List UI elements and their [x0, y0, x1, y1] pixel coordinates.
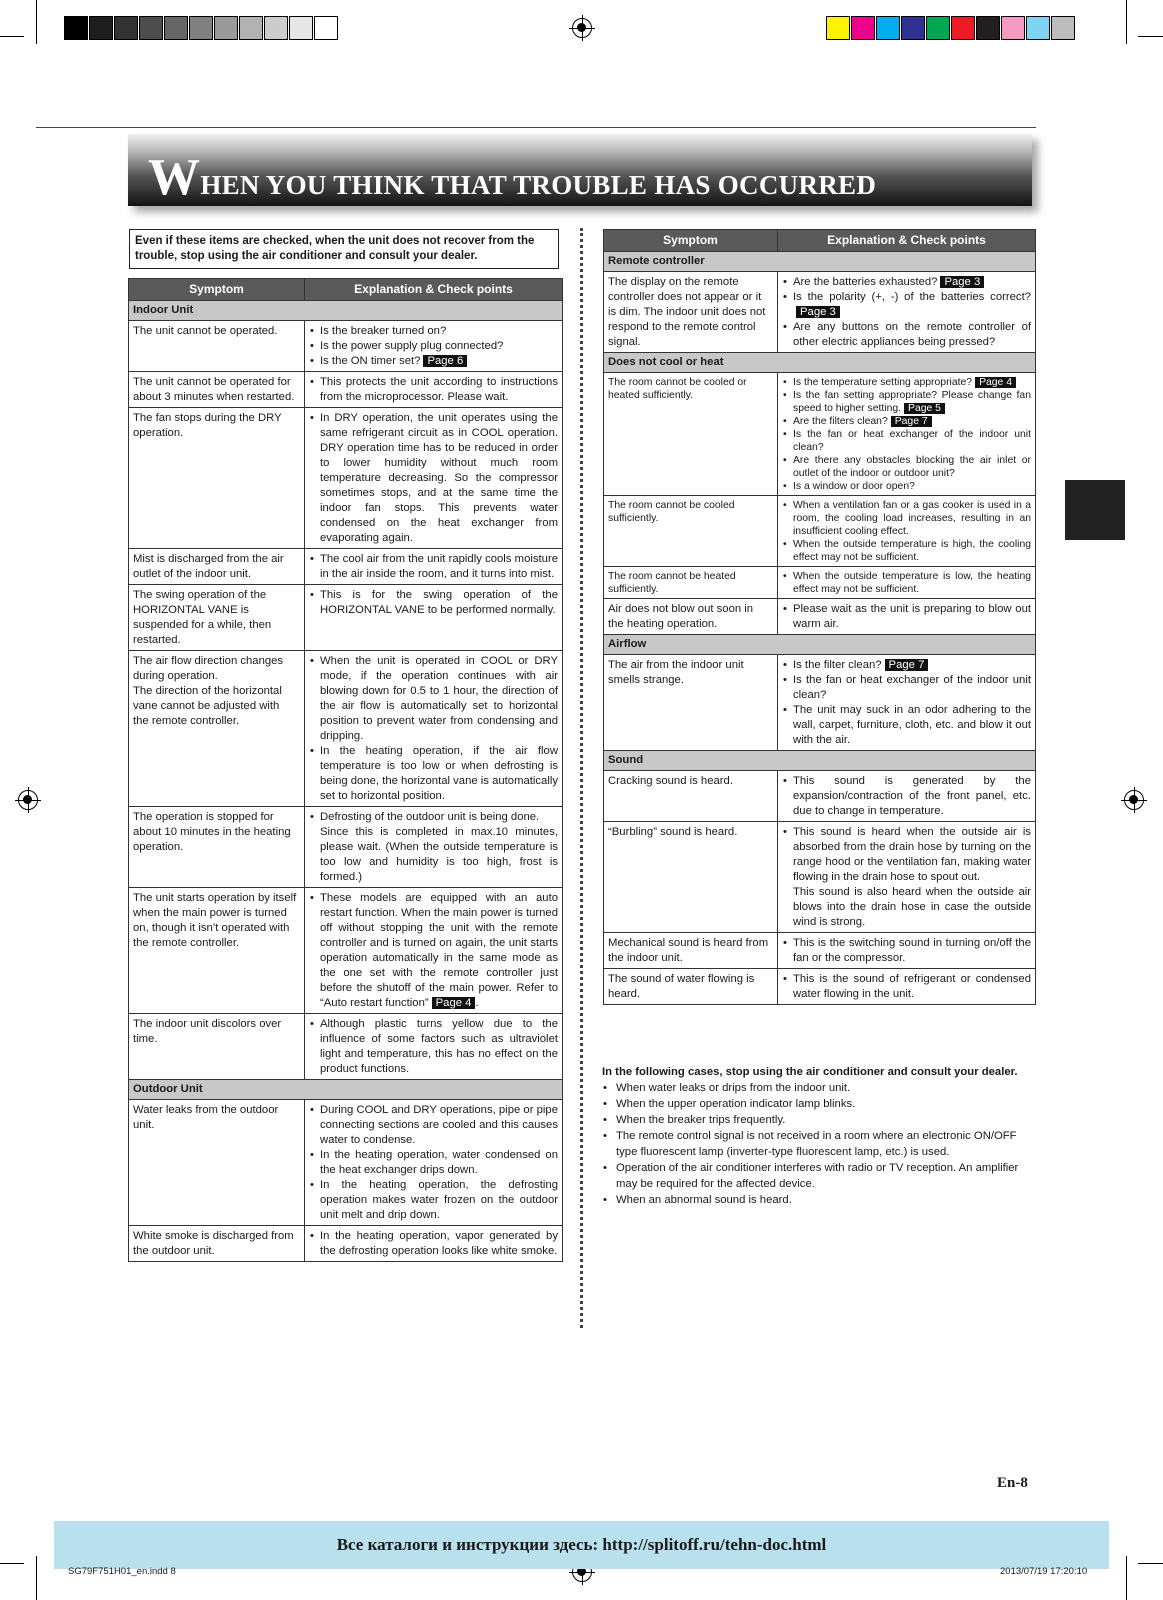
check-point-text: Is the breaker turned on?	[320, 325, 447, 337]
explanation-cell	[305, 549, 563, 585]
check-point	[309, 1148, 558, 1178]
gray-swatch	[264, 16, 288, 40]
symptom-cell: The room cannot be cooled or heated sufficiently.	[604, 373, 778, 496]
check-point-text: When the outside temperature is low, the heating effect may not be sufficient.	[793, 571, 1031, 595]
check-point	[782, 936, 1031, 966]
gray-swatch	[214, 16, 238, 40]
table-row	[604, 272, 1036, 353]
crop-mark	[1126, 0, 1127, 44]
color-swatch	[851, 16, 875, 40]
color-swatch	[901, 16, 925, 40]
trouble-table-left	[128, 278, 563, 1262]
table-row	[129, 408, 563, 549]
column-divider	[580, 228, 583, 1328]
stop-case-item: • Operation of the air conditioner interferes with radio or TV reception. An amplifier may be required for the affected device.	[602, 1160, 1034, 1192]
registration-mark-icon	[572, 18, 592, 38]
stop-cases-list	[602, 1080, 1034, 1208]
gray-swatch	[289, 16, 313, 40]
stop-cases-note	[602, 1064, 1034, 1208]
check-point	[782, 320, 1031, 350]
catalog-banner	[54, 1521, 1109, 1569]
section-row	[604, 635, 1036, 655]
table-row	[604, 567, 1036, 599]
check-point-text: This is for the swing operation of the HORIZONTAL VANE to be performed normally.	[320, 589, 558, 616]
check-points-list	[309, 1017, 558, 1077]
check-point	[309, 552, 558, 582]
check-point-text: These models are equipped with an auto restart function. When the main power is turned off without stopping the unit with the remote controller and is turned on again, the unit starts operation automatically in the same mode as the one set with the remote controller just before the shutoff of the main power. Refer to “Auto restart function”	[320, 892, 558, 1009]
check-point	[782, 774, 1031, 819]
check-point-text: In DRY operation, the unit operates using the same refrigerant circuit as in COOL operation. DRY operation time has to be reduced in order to lower humidity without much room temperature decreasing. So the compressor sometimes stops, and at the same time the indoor fan stops. This prevents water condensed on the heat exchanger from evaporating again.	[320, 412, 558, 544]
color-swatch	[976, 16, 1000, 40]
check-points-list	[782, 570, 1031, 596]
table-row	[129, 807, 563, 888]
check-point	[309, 588, 558, 618]
check-point	[309, 654, 558, 744]
check-point-text: Is the filter clean?	[793, 659, 882, 671]
check-points-list	[782, 499, 1031, 564]
symptom-cell: The unit starts operation by itself when the main power is turned on, though it isn’t operated with the remote controller.	[129, 888, 305, 1014]
check-points-list	[309, 654, 558, 804]
check-point-text: When the outside temperature is high, the cooling effect may not be sufficient.	[793, 539, 1031, 563]
explanation-cell	[778, 771, 1036, 822]
column-header-explanation: Explanation & Check points	[305, 279, 563, 301]
gray-swatch	[239, 16, 263, 40]
symptom-cell: The fan stops during the DRY operation.	[129, 408, 305, 549]
check-point-text: When a ventilation fan or a gas cooker is used in a room, the cooling load increases, resulting in an insufficient cooling effect.	[793, 500, 1031, 537]
crop-mark	[0, 1563, 24, 1564]
check-point-text: This is the switching sound in turning on/off the fan or the compressor.	[793, 937, 1031, 964]
gray-swatch	[89, 16, 113, 40]
explanation-cell	[778, 933, 1036, 969]
crop-mark	[1138, 36, 1163, 37]
check-point	[309, 891, 558, 1011]
page-reference: Page 5	[904, 403, 945, 414]
check-point-text: Are the filters clean?	[793, 416, 888, 427]
check-points-list	[309, 375, 558, 405]
check-points-list	[309, 1103, 558, 1223]
check-points-list	[782, 972, 1031, 1002]
page-reference: Page 6	[423, 355, 467, 367]
explanation-cell	[305, 888, 563, 1014]
check-points-list	[309, 588, 558, 618]
symptom-cell: Water leaks from the outdoor unit.	[129, 1100, 305, 1226]
check-points-list	[309, 1229, 558, 1259]
explanation-cell	[778, 373, 1036, 496]
symptom-cell: Cracking sound is heard.	[604, 771, 778, 822]
stop-case-item: • When the breaker trips frequently.	[602, 1112, 1034, 1128]
stop-case-item: • When the upper operation indicator lamp blinks.	[602, 1096, 1034, 1112]
check-points-list	[782, 602, 1031, 632]
explanation-cell	[305, 321, 563, 372]
gray-swatch	[314, 16, 338, 40]
check-point-text: Are there any obstacles blocking the air inlet or outlet of the indoor or outdoor unit?	[793, 455, 1031, 479]
check-point-text: This sound is heard when the outside air is absorbed from the drain hose by turning on the range hood or the ventilation fan, making water flowing in the drain hose to spout out. This sound is also heard when the outside air blows into the drain hose in case the outside wind is strong.	[793, 826, 1031, 928]
check-point	[309, 411, 558, 546]
check-point-text: In the heating operation, the defrosting operation makes water frozen on the outdoor unit melt and drip down.	[320, 1179, 558, 1221]
check-points-list	[782, 376, 1031, 493]
symptom-cell: The room cannot be heated sufficiently.	[604, 567, 778, 599]
table-row	[129, 549, 563, 585]
table-row	[604, 599, 1036, 635]
footer-file-name: SG79F751H01_en.indd 8	[68, 1566, 176, 1577]
check-point	[782, 290, 1031, 320]
stop-case-item: • The remote control signal is not received in a room where an electronic ON/OFF type fluorescent lamp (inverter-type fluorescent lamp, etc.) is used.	[602, 1128, 1034, 1160]
explanation-cell	[305, 1014, 563, 1080]
color-swatch	[1051, 16, 1075, 40]
section-tab-marker	[1065, 480, 1125, 540]
check-points-list	[782, 825, 1031, 930]
check-point-text: This is the sound of refrigerant or condensed water flowing in the unit.	[793, 973, 1031, 1000]
check-points-list	[309, 324, 558, 369]
table-row	[129, 372, 563, 408]
symptom-cell: Mist is discharged from the air outlet of the indoor unit.	[129, 549, 305, 585]
stop-case-item: • When an abnormal sound is heard.	[602, 1192, 1034, 1208]
explanation-cell	[778, 567, 1036, 599]
page-reference: Page 4	[432, 997, 476, 1009]
gray-swatch	[114, 16, 138, 40]
check-point-text: Is the temperature setting appropriate?	[793, 377, 973, 388]
check-points-list	[309, 552, 558, 582]
gray-swatch	[64, 16, 88, 40]
check-point	[782, 538, 1031, 564]
check-point-text: Please wait as the unit is preparing to blow out warm air.	[793, 603, 1031, 630]
check-points-list	[309, 411, 558, 546]
check-point	[309, 324, 558, 339]
check-point-text: This protects the unit according to instructions from the microprocessor. Please wait.	[320, 376, 558, 403]
crop-mark	[36, 1556, 37, 1600]
check-point	[782, 825, 1031, 930]
check-point-text: This sound is generated by the expansion/contraction of the front panel, etc. due to change in temperature.	[793, 775, 1031, 817]
check-point-text: When the unit is operated in COOL or DRY mode, if the operation continues with air blowing down for 0.5 to 1 hour, the direction of the air flow is automatically set to horizontal position to prevent water from condensing and dripping.	[320, 655, 558, 742]
check-point	[309, 1103, 558, 1148]
explanation-cell	[778, 969, 1036, 1005]
symptom-cell: Air does not blow out soon in the heating operation.	[604, 599, 778, 635]
color-swatch	[1026, 16, 1050, 40]
symptom-cell: The indoor unit discolors over time.	[129, 1014, 305, 1080]
explanation-cell	[778, 822, 1036, 933]
check-point	[782, 480, 1031, 493]
check-point	[782, 570, 1031, 596]
color-swatch	[1001, 16, 1025, 40]
check-point-text: Defrosting of the outdoor unit is being done. Since this is completed in max.10 minutes, please wait. (When the outside temperature is too low and humidity is too high, frost is formed.)	[320, 811, 558, 883]
table-row	[129, 585, 563, 651]
check-point	[782, 499, 1031, 538]
crop-mark	[1138, 1563, 1163, 1564]
table-row	[129, 1226, 563, 1262]
table-row	[604, 373, 1036, 496]
symptom-cell: The room cannot be cooled sufficiently.	[604, 496, 778, 567]
gray-swatch	[189, 16, 213, 40]
page-number: En-8	[997, 1475, 1028, 1491]
check-point-text: In the heating operation, vapor generated by the defrosting operation looks like white smoke.	[320, 1230, 558, 1257]
page-title	[148, 148, 876, 207]
symptom-cell: The display on the remote controller does not appear or it is dim. The indoor unit does not respond to the remote control signal.	[604, 272, 778, 353]
check-point-text: Are the batteries exhausted?	[793, 276, 938, 288]
check-point-text: Is the fan or heat exchanger of the indoor unit clean?	[793, 674, 1031, 701]
column-header-symptom: Symptom	[129, 279, 305, 301]
table-row	[604, 655, 1036, 751]
section-title: Airflow	[604, 635, 1036, 655]
registration-mark-icon	[18, 790, 38, 810]
check-point	[309, 339, 558, 354]
page-reference: Page 7	[885, 659, 929, 671]
column-header-symptom: Symptom	[604, 230, 778, 252]
check-point-text: In the heating operation, water condensed on the heat exchanger drips down.	[320, 1149, 558, 1176]
check-points-list	[309, 810, 558, 885]
table-row	[604, 933, 1036, 969]
check-point	[309, 354, 558, 369]
table-row	[604, 822, 1036, 933]
title-initial: W	[148, 149, 201, 206]
check-point	[782, 673, 1031, 703]
footer-timestamp: 2013/07/19 17:20:10	[1000, 1566, 1088, 1577]
section-title: Outdoor Unit	[129, 1080, 563, 1100]
check-point-text: Is the power supply plug connected?	[320, 340, 504, 352]
check-point-text: In the heating operation, if the air flow temperature is too low or when defrosting is being done, the horizontal vane is automatically set to horizontal position.	[320, 745, 559, 802]
symptom-cell: The air from the indoor unit smells strange.	[604, 655, 778, 751]
symptom-cell: The unit cannot be operated for about 3 minutes when restarted.	[129, 372, 305, 408]
check-point-text: The unit may suck in an odor adhering to the wall, carpet, furniture, cloth, etc. and blow it out with the air.	[793, 704, 1031, 746]
check-point	[309, 810, 558, 885]
stop-cases-heading: In the following cases, stop using the air conditioner and consult your dealer.	[602, 1066, 1018, 1078]
check-point-text: The cool air from the unit rapidly cools moisture in the air inside the room, and it turns into mist.	[320, 553, 558, 580]
check-point	[782, 376, 1031, 389]
table-row	[129, 651, 563, 807]
check-point	[309, 1178, 558, 1223]
notice-box: Even if these items are checked, when the unit does not recover from the trouble, stop using the air conditioner and consult your dealer.	[129, 229, 559, 269]
explanation-cell	[305, 807, 563, 888]
table-row	[129, 321, 563, 372]
section-title: Does not cool or heat	[604, 353, 1036, 373]
check-points-list	[782, 774, 1031, 819]
explanation-cell	[305, 651, 563, 807]
symptom-cell: The swing operation of the HORIZONTAL VANE is suspended for a while, then restarted.	[129, 585, 305, 651]
check-point	[782, 275, 1031, 290]
table-row	[604, 969, 1036, 1005]
table-row	[129, 1014, 563, 1080]
crop-mark	[1126, 1556, 1127, 1600]
crop-mark	[0, 36, 24, 37]
check-points-list	[309, 891, 558, 1011]
color-swatch	[951, 16, 975, 40]
check-points-list	[782, 658, 1031, 748]
symptom-cell: The operation is stopped for about 10 minutes in the heating operation.	[129, 807, 305, 888]
explanation-cell	[305, 372, 563, 408]
check-point-text: Although plastic turns yellow due to the influence of some factors such as ultraviolet light and temperature, this has no effect on the product functions.	[320, 1018, 558, 1075]
explanation-cell	[778, 496, 1036, 567]
catalog-link[interactable]: Все каталоги и инструкции здесь: http://splitoff.ru/tehn-doc.html	[336, 1535, 827, 1554]
gray-swatch	[139, 16, 163, 40]
check-point	[782, 389, 1031, 415]
title-rest: HEN YOU THINK THAT TROUBLE HAS OCCURRED	[200, 170, 877, 200]
table-row	[604, 771, 1036, 822]
color-swatch	[876, 16, 900, 40]
crop-mark	[36, 0, 37, 44]
symptom-cell: The unit cannot be operated.	[129, 321, 305, 372]
explanation-cell	[778, 655, 1036, 751]
check-point-text: Is the polarity (+, -) of the batteries correct?	[793, 291, 1031, 303]
table-row	[129, 888, 563, 1014]
section-row	[129, 301, 563, 321]
symptom-cell: Mechanical sound is heard from the indoor unit.	[604, 933, 778, 969]
table-row	[129, 1100, 563, 1226]
explanation-cell	[778, 599, 1036, 635]
check-point-suffix: .	[475, 997, 479, 1009]
check-point	[782, 972, 1031, 1002]
check-point	[782, 703, 1031, 748]
explanation-cell	[305, 408, 563, 549]
page-title-bar	[128, 134, 1032, 206]
page-reference: Page 3	[796, 306, 840, 318]
color-swatch	[826, 16, 850, 40]
check-points-list	[782, 936, 1031, 966]
check-point	[782, 658, 1031, 673]
top-rule	[36, 127, 1036, 128]
gray-swatch	[164, 16, 188, 40]
explanation-cell	[778, 272, 1036, 353]
check-point	[782, 428, 1031, 454]
stop-case-item: • When water leaks or drips from the indoor unit.	[602, 1080, 1034, 1096]
trouble-table-right	[603, 229, 1036, 1005]
symptom-cell: “Burbling” sound is heard.	[604, 822, 778, 933]
check-point	[782, 602, 1031, 632]
explanation-cell	[305, 1226, 563, 1262]
page-reference: Page 4	[975, 377, 1016, 388]
check-point	[309, 744, 558, 804]
section-row	[604, 353, 1036, 373]
check-point-text: Is the ON timer set?	[320, 355, 421, 367]
check-point-text: Is a window or door open?	[793, 481, 915, 492]
section-title: Sound	[604, 751, 1036, 771]
symptom-cell: The sound of water flowing is heard.	[604, 969, 778, 1005]
section-row	[604, 252, 1036, 272]
color-swatch	[926, 16, 950, 40]
check-points-list	[782, 275, 1031, 350]
explanation-cell	[305, 1100, 563, 1226]
check-point-text: During COOL and DRY operations, pipe or pipe connecting sections are cooled and this causes water to condense.	[320, 1104, 558, 1146]
check-point	[309, 1229, 558, 1259]
symptom-cell: The air flow direction changes during operation. The direction of the horizontal vane cannot be adjusted with the remote controller.	[129, 651, 305, 807]
explanation-cell	[305, 585, 563, 651]
section-row	[129, 1080, 563, 1100]
check-point-text: Is the fan or heat exchanger of the indoor unit clean?	[793, 429, 1031, 453]
check-point	[309, 375, 558, 405]
registration-mark-icon	[1124, 790, 1144, 810]
page-reference: Page 7	[891, 416, 932, 427]
section-row	[604, 751, 1036, 771]
page-reference: Page 3	[940, 276, 984, 288]
check-point	[309, 1017, 558, 1077]
check-point-text: Is the fan setting appropriate? Please change fan speed to higher setting.	[793, 390, 1031, 414]
table-row	[604, 496, 1036, 567]
check-point	[782, 415, 1031, 428]
column-header-explanation: Explanation & Check points	[778, 230, 1036, 252]
check-point	[782, 454, 1031, 480]
section-title: Indoor Unit	[129, 301, 563, 321]
check-point-text: Are any buttons on the remote controller of other electric appliances being pressed?	[793, 321, 1031, 348]
section-title: Remote controller	[604, 252, 1036, 272]
symptom-cell: White smoke is discharged from the outdoor unit.	[129, 1226, 305, 1262]
